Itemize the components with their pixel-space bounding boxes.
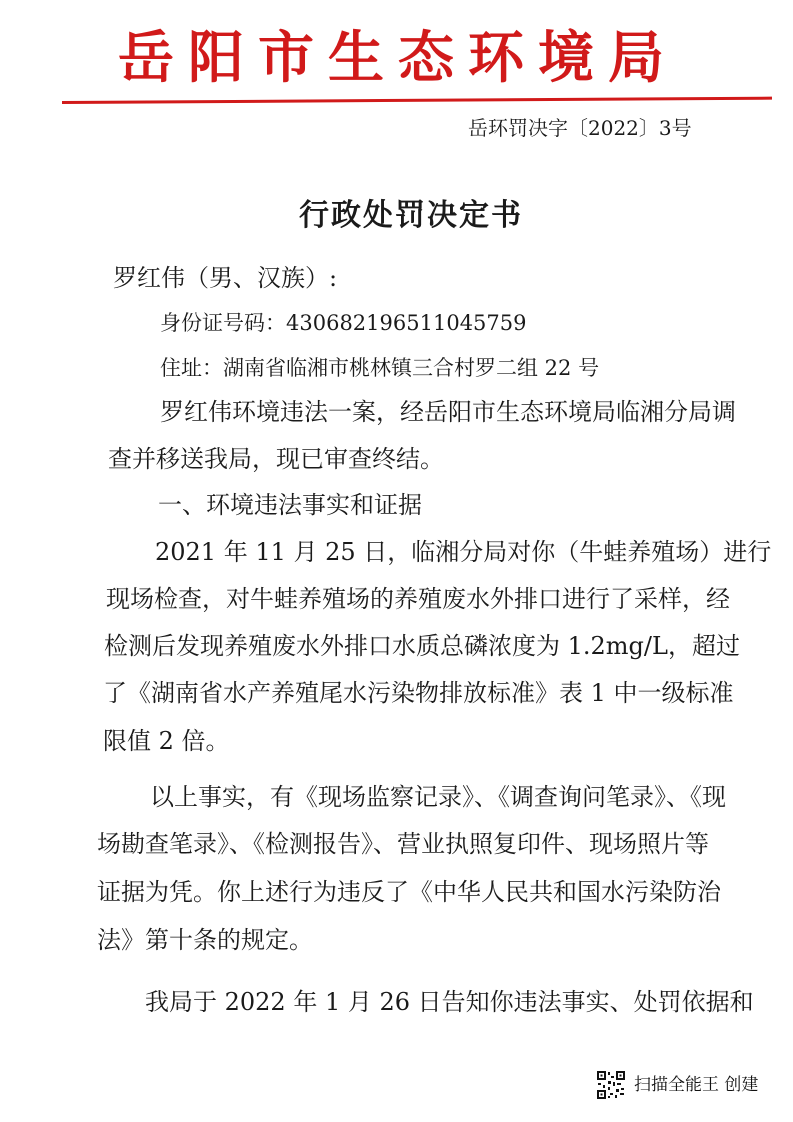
- party-name-line: 罗红伟（男、汉族）:: [113, 264, 338, 292]
- qr-code-icon: [596, 1070, 626, 1100]
- document-number: 岳环罚决字〔2022〕3号: [468, 116, 692, 140]
- address-line: 住址：湖南省临湘市桃林镇三合村罗二组 22 号: [160, 356, 600, 380]
- evidence-line-2: 场勘查笔录》、《检测报告》、营业执照复印件、现场照片等: [97, 830, 709, 858]
- intro-line-2: 查并移送我局，现已审查终结。: [108, 445, 444, 473]
- intro-line-1: 罗红伟环境违法一案，经岳阳市生态环境局临湘分局调: [160, 398, 736, 426]
- scanner-label: 扫描全能王 创建: [634, 1075, 759, 1095]
- evidence-line-1: 以上事实，有《现场监察记录》、《调查询问笔录》、《现: [150, 783, 726, 811]
- evidence-line-4: 法》第十条的规定。: [97, 926, 313, 954]
- facts-line-3: 检测后发现养殖废水外排口水质总磷浓度为 1.2mg/L，超过: [104, 632, 740, 660]
- id-number-line: 身份证号码：430682196511045759: [160, 311, 527, 335]
- scanner-watermark: [596, 1070, 758, 1100]
- document-title: 行政处罚决定书: [299, 198, 523, 233]
- facts-line-4: 了《湖南省水产养殖尾水污染物排放标准》表 1 中一级标准: [103, 679, 734, 707]
- evidence-line-3: 证据为凭。你上述行为违反了《中华人民共和国水污染防治: [97, 878, 721, 906]
- section-heading-facts: 一、环境违法事实和证据: [158, 491, 422, 519]
- facts-line-2: 现场检查，对牛蛙养殖场的养殖废水外排口进行了采样，经: [106, 585, 730, 613]
- facts-line-1: 2021 年 11 月 25 日，临湘分局对你（牛蛙养殖场）进行: [155, 538, 772, 566]
- notice-line-1: 我局于 2022 年 1 月 26 日告知你违法事实、处罚依据和: [145, 988, 754, 1016]
- agency-header-title: 岳阳市生态环境局: [118, 26, 678, 91]
- facts-line-5: 限值 2 倍。: [103, 727, 230, 755]
- red-header-rule: [62, 97, 772, 104]
